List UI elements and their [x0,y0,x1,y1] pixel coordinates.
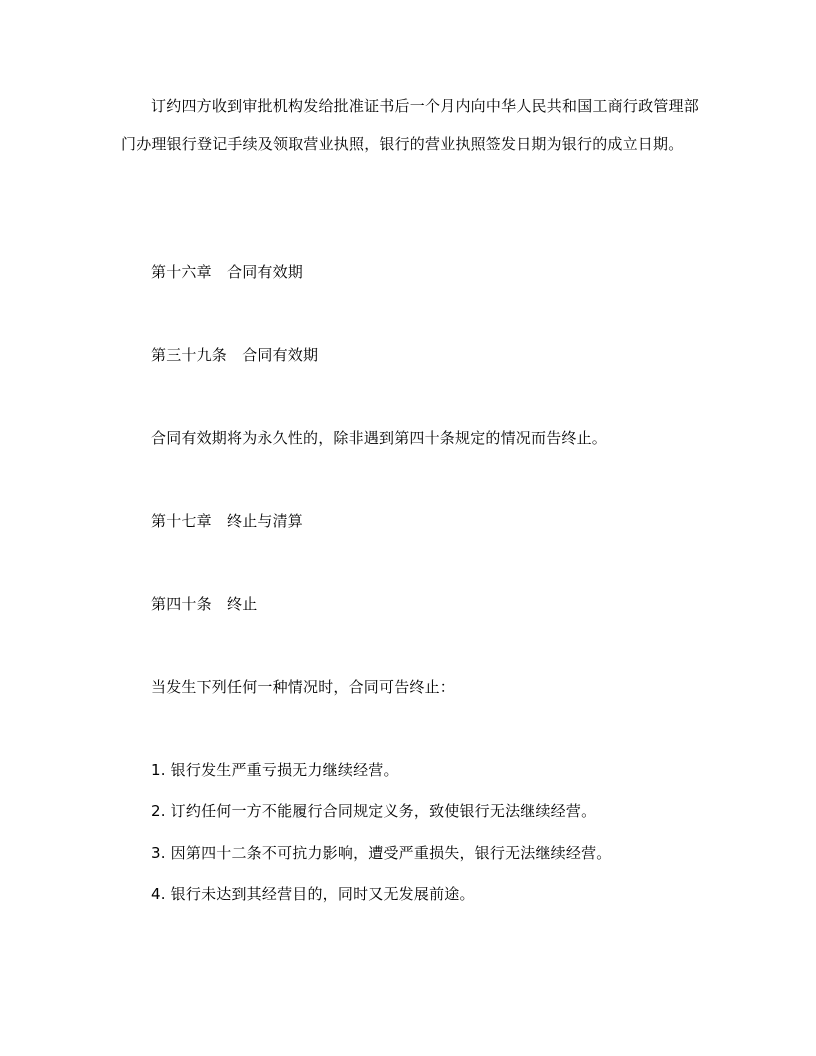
chapter-heading: 第十七章 终止与清算 [151,512,304,530]
list-item: 2. 订约任何一方不能履行合同规定义务，致使银行无法继续经营。 [151,802,597,820]
chapter-heading: 第十六章 合同有效期 [151,263,304,281]
list-item: 4. 银行未达到其经营目的，同时又无发展前途。 [151,885,475,903]
article-text: 合同有效期将为永久性的，除非遇到第四十条规定的情况而告终止。 [151,429,608,447]
list-item: 1. 银行发生严重亏损无力继续经营。 [151,761,399,779]
article-heading: 第三十九条 合同有效期 [151,346,319,364]
article-text: 当发生下列任何一种情况时，合同可告终止： [151,678,456,696]
list-item: 3. 因第四十二条不可抗力影响，遭受严重损失，银行无法继续经营。 [151,844,612,862]
intro-paragraph: 订约四方收到审批机构发给批准证书后一个月内向中华人民共和国工商行政管理部门办理银行登记手续及领取营业执照，银行的营业执照签发日期为银行的成立日期。 [121,97,699,153]
article-heading: 第四十条 终止 [151,595,258,613]
